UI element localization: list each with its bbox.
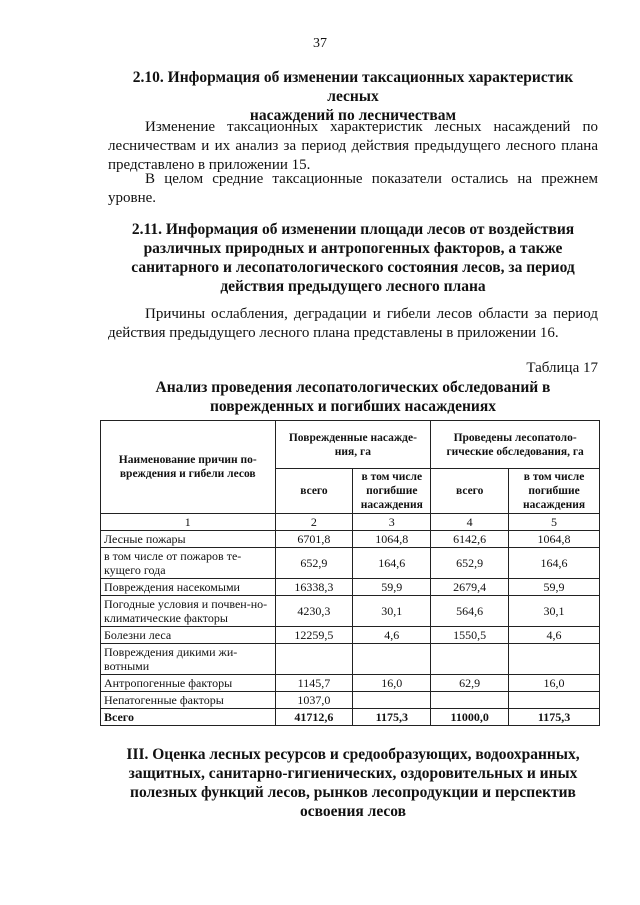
table-row [101, 675, 600, 692]
cell-surveyed-total: 62,9 [431, 675, 509, 692]
cell-surveyed-total: 652,9 [431, 548, 509, 579]
section-III-heading [108, 745, 598, 821]
cell-surveyed-total: 2679,4 [431, 579, 509, 596]
total-value: 11000,0 [431, 709, 509, 726]
cell-surveyed-dead: 30,1 [509, 596, 600, 627]
cell-damaged-dead [353, 644, 431, 675]
header-total: всего [275, 469, 353, 514]
cell-surveyed-dead [509, 692, 600, 709]
cell-surveyed-total [431, 692, 509, 709]
column-number: 2 [275, 514, 353, 531]
cell-surveyed-dead: 4,6 [509, 627, 600, 644]
table-row [101, 579, 600, 596]
paragraph-line: представлено в приложении 15. [108, 157, 311, 173]
table-label: Таблица 17 [526, 360, 598, 376]
cell-surveyed-total [431, 644, 509, 675]
cell-damaged-dead: 30,1 [353, 596, 431, 627]
cell-damaged-dead: 4,6 [353, 627, 431, 644]
row-name: Болезни леса [101, 627, 276, 644]
table-title-line: поврежденных и погибших насаждениях [209, 398, 497, 415]
heading-line: полезных функций лесов, рынков лесопродукции и перспектив [130, 784, 576, 801]
paragraph-line: Изменение таксационных характеристик лесных насаждений по [145, 119, 598, 135]
header-reason: Наименование причин по-вреждения и гибели лесов [101, 421, 276, 514]
paragraph-line: Причины ослабления, деградации и гибели лесов области за период [145, 306, 598, 322]
cell-damaged-dead: 164,6 [353, 548, 431, 579]
section-2-10-paragraph-1 [108, 118, 598, 175]
row-name: Погодные условия и почвен-но-климатические факторы [101, 596, 276, 627]
paragraph-line: В целом средние таксационные показатели остались на прежнем [145, 171, 598, 187]
cell-damaged-total: 6701,8 [275, 531, 353, 548]
table-row [101, 548, 600, 579]
table-row [101, 627, 600, 644]
table-title [108, 378, 598, 416]
section-2-11-heading [108, 220, 598, 296]
heading-line: защитных, санитарно-гигиенических, оздоровительных и иных [128, 765, 578, 782]
paragraph-line: уровне. [108, 190, 157, 206]
table-row [101, 692, 600, 709]
table-row [101, 531, 600, 548]
column-number: 3 [353, 514, 431, 531]
header-damaged: Поврежденные насажде-ния, га [275, 421, 431, 469]
heading-line: действия предыдущего лесного плана [220, 278, 486, 295]
total-value: 1175,3 [353, 709, 431, 726]
section-2-10-paragraph-2 [108, 170, 598, 208]
cell-surveyed-dead [509, 644, 600, 675]
table-row [101, 644, 600, 675]
total-value: 41712,6 [275, 709, 353, 726]
total-value: 1175,3 [509, 709, 600, 726]
cell-damaged-total: 652,9 [275, 548, 353, 579]
heading-line: 2.10. Информация об изменении таксационных характеристик лесных [132, 69, 574, 105]
row-name: Повреждения насекомыми [101, 579, 276, 596]
cell-damaged-total: 1037,0 [275, 692, 353, 709]
table-body [101, 531, 600, 726]
column-number: 4 [431, 514, 509, 531]
heading-line: различных природных и антропогенных факторов, а также [143, 240, 563, 257]
cell-damaged-dead: 16,0 [353, 675, 431, 692]
cell-damaged-dead: 1064,8 [353, 531, 431, 548]
row-name: Непатогенные факторы [101, 692, 276, 709]
section-2-10-heading [108, 68, 598, 125]
heading-line: освоения лесов [299, 803, 407, 820]
heading-line: 2.11. Информация об изменении площади лесов от воздействия [131, 221, 575, 238]
header-dead: в том числе погибшие насаждения [353, 469, 431, 514]
column-number: 1 [101, 514, 276, 531]
row-name: в том числе от пожаров те-кущего года [101, 548, 276, 579]
cell-surveyed-dead: 164,6 [509, 548, 600, 579]
cell-surveyed-dead: 16,0 [509, 675, 600, 692]
heading-line: насаждений по лесничествам [249, 107, 457, 124]
header-total-surveyed: всего [431, 469, 509, 514]
cell-surveyed-total: 564,6 [431, 596, 509, 627]
total-label: Всего [101, 709, 276, 726]
heading-line: санитарного и лесопатологического состояния лесов, за период [131, 259, 575, 276]
cell-surveyed-total: 1550,5 [431, 627, 509, 644]
heading-line: III. Оценка лесных ресурсов и средообразующих, водоохранных, [126, 746, 580, 763]
cell-damaged-total: 4230,3 [275, 596, 353, 627]
cell-surveyed-dead: 59,9 [509, 579, 600, 596]
row-name: Антропогенные факторы [101, 675, 276, 692]
cell-damaged-dead: 59,9 [353, 579, 431, 596]
row-name: Лесные пожары [101, 531, 276, 548]
section-2-11-paragraph-1 [108, 305, 598, 343]
cell-damaged-total: 12259,5 [275, 627, 353, 644]
table-row [101, 596, 600, 627]
header-dead-surveyed: в том числе погибшие насаждения [509, 469, 600, 514]
cell-damaged-total: 1145,7 [275, 675, 353, 692]
page-number: 37 [313, 36, 327, 51]
cell-damaged-total: 16338,3 [275, 579, 353, 596]
forest-survey-table [100, 420, 600, 726]
cell-damaged-dead [353, 692, 431, 709]
paragraph-line: действия предыдущего лесного плана представлены в приложении 16. [108, 325, 559, 341]
column-number: 5 [509, 514, 600, 531]
cell-surveyed-dead: 1064,8 [509, 531, 600, 548]
table-title-line: Анализ проведения лесопатологических обследований в [155, 379, 551, 396]
header-surveyed: Проведены лесопатоло-гические обследования, га [431, 421, 600, 469]
paragraph-line: лесничествам и их анализ за период действия предыдущего лесного плана [108, 138, 598, 154]
cell-surveyed-total: 6142,6 [431, 531, 509, 548]
cell-damaged-total [275, 644, 353, 675]
row-name: Повреждения дикими жи-вотными [101, 644, 276, 675]
table-total-row [101, 709, 600, 726]
